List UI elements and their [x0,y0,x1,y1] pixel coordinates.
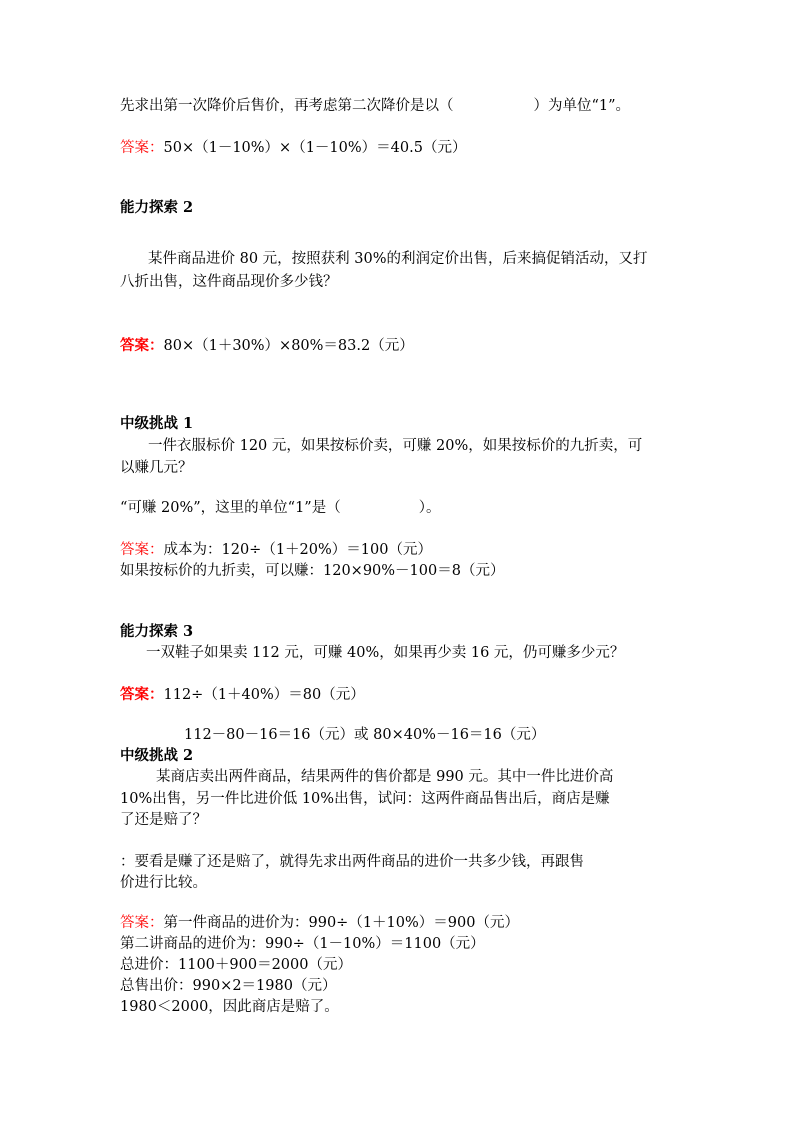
answer-line: 第二讲商品的进价为：990÷（1－10%）＝1100（元） [120,936,485,952]
answer-label: 答案： [120,140,164,156]
section-answer [120,336,414,356]
question-line: 一双鞋子如果卖 112 元，可赚 40%，如果再少卖 16 元，仍可赚多少元？ [146,645,625,661]
hint-line [120,498,440,518]
hint-line: 价进行比较。 [120,875,207,891]
hint-line: ：要看是赚了还是赔了，就得先求出两件商品的进价一共多少钱，再跟售 [120,854,584,870]
intro-line [120,96,630,116]
section-answer [120,913,519,933]
question-line: 10%出售，另一件比进价低 10%出售，试问：这两件商品售出后，商店是赚 [120,791,610,807]
intro-answer [120,138,466,158]
answer-text: 第一件商品的进价为：990÷（1＋10%）＝900（元） [163,915,519,931]
answer-line: 总进价：1100＋900＝2000（元） [120,957,352,973]
answer-label: 答案： [120,915,164,931]
section-answer [120,685,365,705]
hint-text-pre: “可赚 20%”，这里的单位“1”是（ [120,500,341,516]
intro-text-post: ）为单位“1”。 [533,98,631,114]
section-title: 中级挑战 2 [120,747,194,764]
question-line: 了还是赔了？ [120,812,207,828]
question-line: 八折出售，这件商品现价多少钱？ [120,274,338,290]
answer-label: 答案： [120,542,164,558]
question-line: 某商店卖出两件商品，结果两件的售价都是 990 元。其中一件比进价高 [156,769,614,785]
hint-text-post: ）。 [418,500,441,516]
answer-line: 如果按标价的九折卖，可以赚：120×90%－100＝8（元） [120,563,505,579]
section-answer [120,540,432,560]
question-line: 某件商品进价 80 元，按照获利 30%的利润定价出售，后来搞促销活动，又打 [148,251,648,267]
section-title: 中级挑战 1 [120,415,194,432]
section-title: 能力探索 2 [120,199,194,216]
answer-text: 成本为：120÷（1＋20%）＝100（元） [163,542,432,558]
answer-line: 总售出价：990×2＝1980（元） [120,978,337,994]
answer-line: 1980＜2000，因此商店是赔了。 [120,999,339,1015]
answer-label: 答案： [120,337,164,354]
question-line: 一件衣服标价 120 元，如果按标价卖，可赚 20%，如果按标价的九折卖，可 [148,438,643,454]
answer-label: 答案： [120,686,164,703]
question-line: 以赚几元？ [120,460,193,476]
answer-line: 112－80－16＝16（元）或 80×40%－16＝16（元） [184,727,546,743]
answer-text: 80×（1＋30%）×80%＝83.2（元） [163,338,414,354]
intro-text-pre: 先求出第一次降价后售价，再考虑第二次降价是以（ [120,98,454,114]
section-title: 能力探索 3 [120,623,194,640]
answer-text: 50×（1－10%）×（1－10%）＝40.5（元） [163,140,467,156]
answer-text: 112÷（1＋40%）＝80（元） [163,687,365,703]
